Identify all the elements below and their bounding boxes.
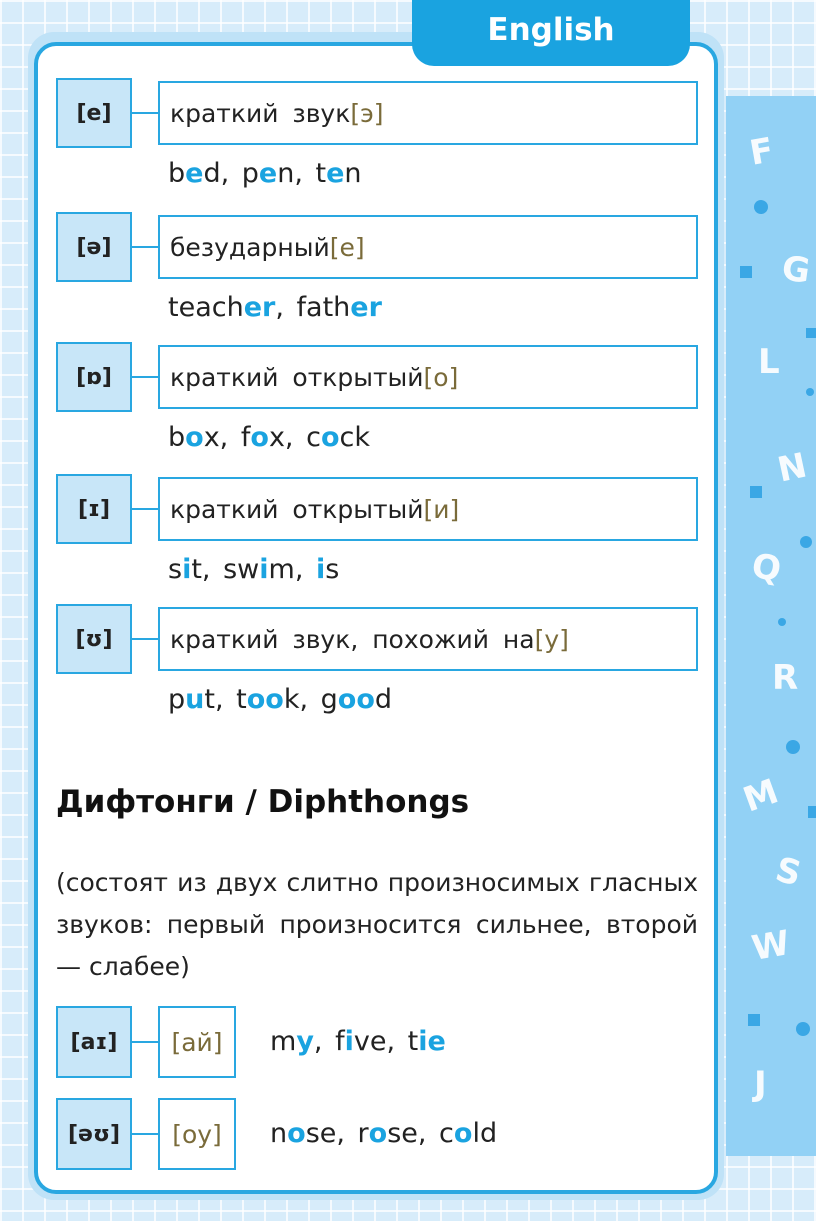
decorative-dot (754, 200, 768, 214)
plain-letters: n, (277, 158, 316, 189)
side-letter: N (774, 445, 811, 491)
plain-letters: d (374, 684, 393, 715)
highlighted-letters: i (344, 1026, 354, 1057)
example-word (242, 158, 316, 189)
highlighted-letters: o (453, 1118, 473, 1149)
example-words (168, 422, 370, 453)
russian-sound: [и] (423, 494, 460, 524)
decorative-dot (806, 388, 814, 396)
example-word (306, 422, 370, 453)
sound-description (158, 607, 698, 671)
phonetic-symbol: [ə] (56, 212, 132, 282)
plain-letters: t, (204, 684, 237, 715)
english-tab[interactable]: English (412, 0, 690, 66)
example-words (168, 292, 382, 323)
highlighted-letters: o (185, 422, 204, 453)
example-words (270, 1118, 497, 1149)
highlighted-letters: i (316, 554, 326, 585)
plain-letters: c (439, 1118, 454, 1149)
connector-line (132, 1133, 158, 1135)
highlighted-letters: e (326, 158, 345, 189)
decorative-square (806, 328, 816, 338)
plain-letters: s (168, 554, 183, 585)
description-text: краткий звук (170, 98, 351, 128)
decorative-square (748, 1014, 760, 1026)
sound-description (158, 345, 698, 409)
russian-sound: [оу] (158, 1098, 236, 1170)
highlighted-letters: i (182, 554, 192, 585)
side-letter: R (772, 658, 799, 698)
diphthongs-heading: Дифтонги / Diphthongs (56, 784, 470, 820)
plain-letters: sw (223, 554, 260, 585)
example-word (408, 1026, 446, 1057)
example-word (297, 292, 382, 323)
example-words (168, 684, 392, 715)
highlighted-letters: e (258, 158, 278, 189)
sound-description (158, 477, 698, 541)
connector-line (132, 112, 158, 114)
plain-letters: g (320, 684, 338, 715)
decorative-square (808, 806, 816, 818)
diphthongs-note: (состоят из двух слитно произносимых гласных звуков: первый произносится сильнее, второй — слабее) (56, 868, 698, 981)
plain-letters: p (168, 684, 186, 715)
plain-letters: ld (472, 1118, 498, 1149)
example-word (321, 684, 392, 715)
connector-line (132, 638, 158, 640)
plain-letters: t, (191, 554, 224, 585)
phonetic-symbol: [ɪ] (56, 474, 132, 544)
plain-letters: n (344, 158, 362, 189)
side-letter: J (754, 1064, 767, 1104)
highlighted-letters: o (320, 422, 340, 453)
example-word (270, 1118, 358, 1149)
russian-sound: [э] (350, 98, 384, 128)
decorative-square (750, 486, 762, 498)
example-word (168, 422, 241, 453)
plain-letters: , (313, 1026, 336, 1057)
highlighted-letters: y (296, 1026, 314, 1057)
example-word (241, 422, 306, 453)
connector-line (132, 1041, 158, 1043)
phonetic-symbol: [aɪ] (56, 1006, 132, 1078)
decorative-dot (786, 740, 800, 754)
decorative-dot (800, 536, 812, 548)
description-text: краткий звук, похожий на (170, 624, 535, 654)
side-letter: Q (748, 545, 785, 591)
plain-letters: x, (268, 422, 307, 453)
example-word (270, 1026, 335, 1057)
plain-letters: f (335, 1026, 345, 1057)
example-word (358, 1118, 440, 1149)
plain-letters: t (236, 684, 247, 715)
plain-letters: t (315, 158, 327, 189)
plain-letters: x, (203, 422, 241, 453)
sound-description (158, 81, 698, 145)
russian-sound: [е] (329, 232, 365, 262)
plain-letters: , (275, 292, 297, 323)
connector-line (132, 246, 158, 248)
plain-letters: p (241, 158, 259, 189)
example-word (168, 554, 223, 585)
highlighted-letters: i (259, 554, 269, 585)
example-word (168, 684, 236, 715)
connector-line (132, 376, 158, 378)
description-text: безударный (170, 232, 330, 262)
plain-letters: r (357, 1118, 369, 1149)
plain-letters: m (270, 1026, 297, 1057)
example-word (316, 158, 362, 189)
decorative-dot (796, 1022, 810, 1036)
plain-letters: n (270, 1118, 288, 1149)
example-word (316, 554, 339, 585)
highlighted-letters: o (250, 422, 269, 453)
highlighted-letters: o (368, 1118, 388, 1149)
phonetic-symbol: [ʊ] (56, 604, 132, 674)
russian-sound: [ай] (158, 1006, 236, 1078)
phonetic-symbol: [əʊ] (56, 1098, 132, 1170)
example-word (236, 684, 321, 715)
plain-letters: s (325, 554, 340, 585)
plain-letters: se, (305, 1118, 358, 1149)
plain-letters: b (168, 422, 186, 453)
highlighted-letters: o (287, 1118, 306, 1149)
example-words (270, 1026, 446, 1057)
highlighted-letters: er (243, 292, 276, 323)
phonetic-symbol: [e] (56, 78, 132, 148)
example-words (168, 158, 362, 189)
plain-letters: f (240, 422, 251, 453)
connector-line (132, 508, 158, 510)
highlighted-letters: er (350, 292, 382, 323)
side-letter: M (738, 771, 784, 821)
plain-letters: m, (268, 554, 316, 585)
description-text: краткий открытый (170, 494, 424, 524)
side-letter: G (779, 248, 813, 292)
plain-letters: c (306, 422, 321, 453)
example-words (168, 554, 339, 585)
example-word (223, 554, 316, 585)
example-word (168, 158, 242, 189)
highlighted-letters: u (185, 684, 205, 715)
example-word (168, 292, 297, 323)
sound-description (158, 215, 698, 279)
plain-letters: fath (296, 292, 351, 323)
plain-letters: k, (283, 684, 321, 715)
russian-sound: [у] (534, 624, 569, 654)
side-letter: L (758, 342, 780, 382)
plain-letters: teach (168, 292, 244, 323)
side-letter: F (746, 130, 777, 174)
highlighted-letters: ie (418, 1026, 446, 1057)
example-word (335, 1026, 408, 1057)
side-letter: W (748, 923, 793, 969)
plain-letters: se, (387, 1118, 440, 1149)
plain-letters: d, (203, 158, 242, 189)
decorative-dot (778, 618, 786, 626)
plain-letters: ck (339, 422, 370, 453)
decorative-square (740, 266, 752, 278)
russian-sound: [о] (423, 362, 459, 392)
phonetic-symbol: [ɒ] (56, 342, 132, 412)
example-word (439, 1118, 497, 1149)
plain-letters: b (168, 158, 186, 189)
plain-letters: ve, (353, 1026, 408, 1057)
plain-letters: t (407, 1026, 419, 1057)
side-letter: S (771, 849, 806, 895)
highlighted-letters: e (185, 158, 204, 189)
highlighted-letters: oo (246, 684, 284, 715)
highlighted-letters: oo (337, 684, 375, 715)
description-text: краткий открытый (170, 362, 424, 392)
